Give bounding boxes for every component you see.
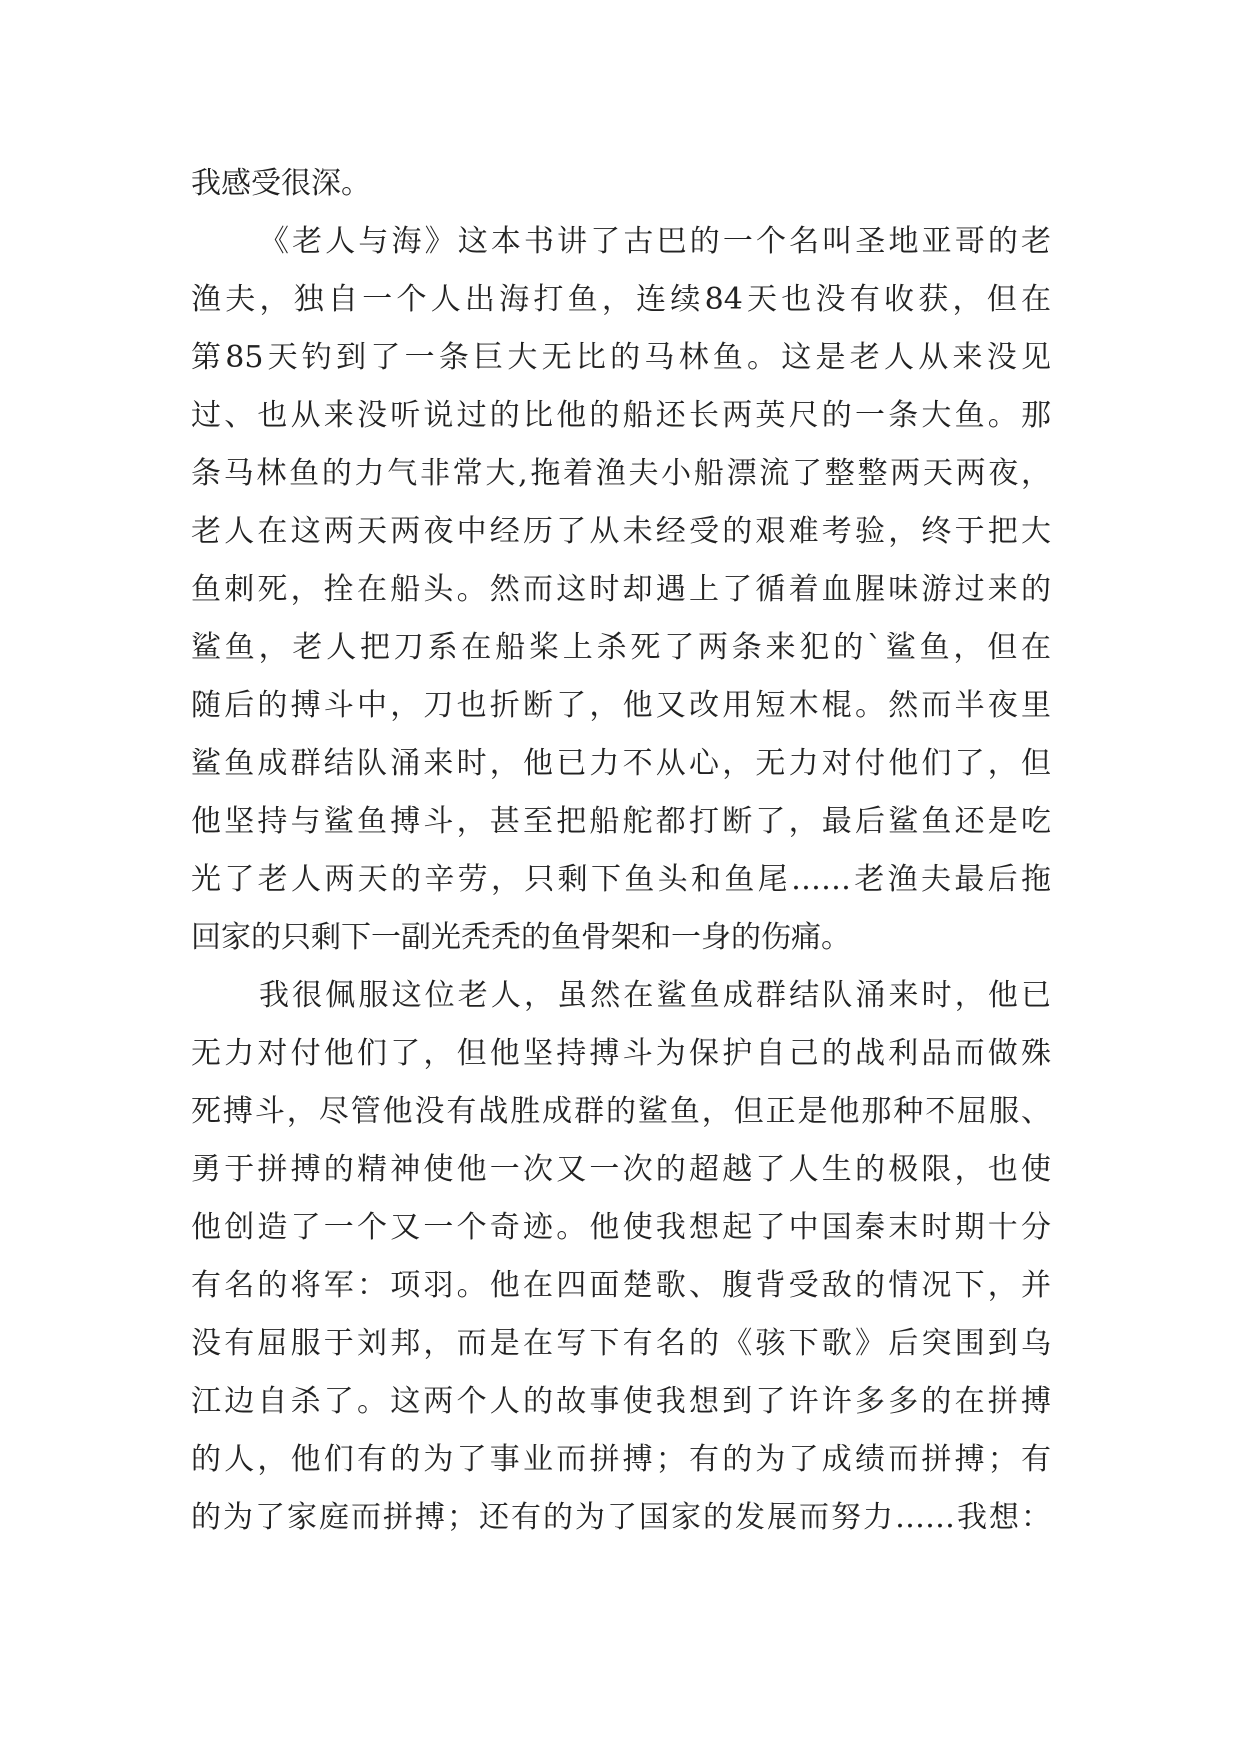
text-line: 随后的搏斗中，刀也折断了，他又改用短木棍。然而半夜里: [191, 688, 1051, 723]
text-line: 有名的将军：项羽。他在四面楚歌、腹背受敌的情况下，并: [191, 1268, 1051, 1303]
text-line: 没有屈服于刘邦，而是在写下有名的《骇下歌》后突围到乌: [191, 1326, 1051, 1361]
text-line: 光了老人两天的辛劳，只剩下鱼头和鱼尾……老渔夫最后拖: [191, 862, 1051, 897]
text-line: 勇于拼搏的精神使他一次又一次的超越了人生的极限，也使: [191, 1152, 1051, 1187]
text-line: 鱼刺死，拴在船头。然而这时却遇上了循着血腥味游过来的: [191, 572, 1051, 607]
text-line: 死搏斗，尽管他没有战胜成群的鲨鱼，但正是他那种不屈服、: [191, 1094, 1051, 1129]
text-line: 的人，他们有的为了事业而拼搏；有的为了成绩而拼搏；有: [191, 1442, 1051, 1477]
text-line: 条马林鱼的力气非常大,拖着渔夫小船漂流了整整两天两夜，: [191, 456, 1051, 491]
paragraph-first-line: 我很佩服这位老人，虽然在鲨鱼成群结队涌来时，他已: [259, 978, 1051, 1013]
text-line: 他坚持与鲨鱼搏斗，甚至把船舵都打断了，最后鲨鱼还是吃: [191, 804, 1051, 839]
text-line: 的为了家庭而拼搏；还有的为了国家的发展而努力……我想：: [191, 1500, 1051, 1535]
text-line: 江边自杀了。这两个人的故事使我想到了许许多多的在拼搏: [191, 1384, 1051, 1419]
text-line: 他创造了一个又一个奇迹。他使我想起了中国秦末时期十分: [191, 1210, 1051, 1245]
text-line: 渔夫，独自一个人出海打鱼，连续84天也没有收获，但在: [191, 282, 1051, 317]
text-line: 我感受很深。: [191, 166, 371, 201]
text-line: 老人在这两天两夜中经历了从未经受的艰难考验，终于把大: [191, 514, 1051, 549]
text-line: 回家的只剩下一副光秃秃的鱼骨架和一身的伤痛。: [191, 920, 851, 955]
text-line: 过、也从来没听说过的比他的船还长两英尺的一条大鱼。那: [191, 398, 1051, 433]
body-text: [191, 155, 1051, 1547]
text-line: 鲨鱼，老人把刀系在船桨上杀死了两条来犯的`鲨鱼，但在: [191, 630, 1051, 665]
text-line: 鲨鱼成群结队涌来时，他已力不从心，无力对付他们了，但: [191, 746, 1051, 781]
text-line: 第85天钓到了一条巨大无比的马林鱼。这是老人从来没见: [191, 340, 1051, 375]
text-line: 无力对付他们了，但他坚持搏斗为保护自己的战利品而做殊: [191, 1036, 1051, 1071]
paragraph-first-line: 《老人与海》这本书讲了古巴的一个名叫圣地亚哥的老: [259, 224, 1051, 259]
